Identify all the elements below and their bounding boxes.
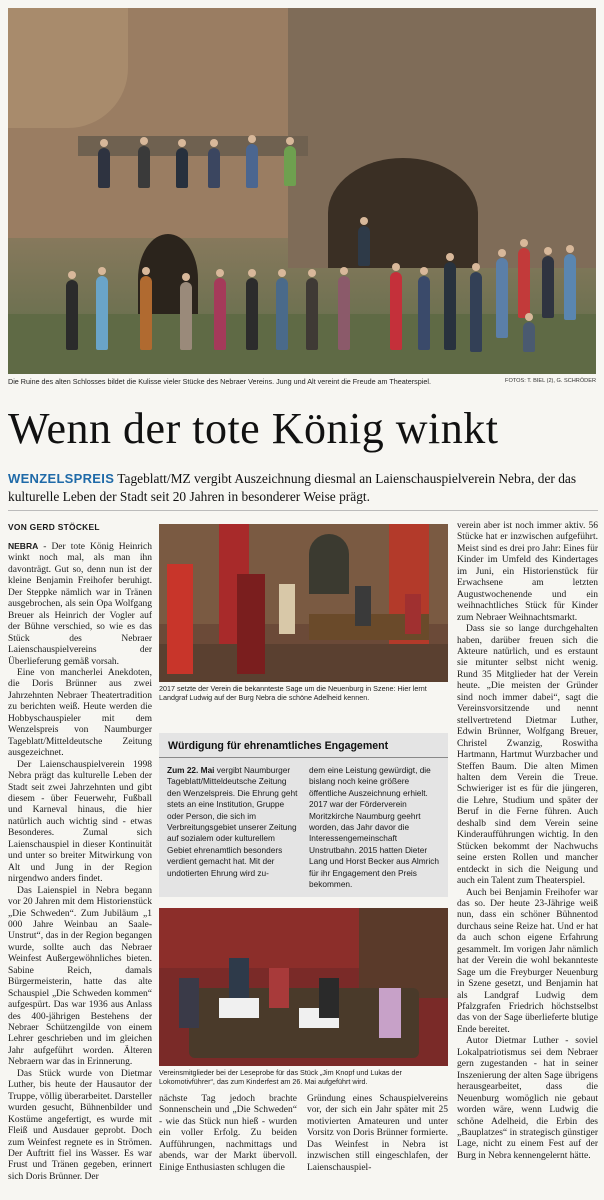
column-1 [8,541,152,1196]
info-box-date: Zum 22. Mai [167,765,215,775]
top-photo-caption: Die Ruine des alten Schlosses bildet die Kulisse vieler Stücke des Nebraer Vereins. Jung und Alt vereint die Freude am Theaterspiel. [8,377,431,386]
paragraph: - Der tote König Heinrich winkt noch mal, als man ihn davonträgt. Gut so, denn nun ist der kleine Benjamin Freihofer beruhigt. Der Steppke nämlich war in Tränen ausgebrochen, als sein Opa Wolfgang Breuer als Heinrich der Vogler auf der Bühne verschied, so wie es das Stück des Nebraer Laienschauspielvereins der Überlieferung gemäß vorsah. [8,542,152,667]
column-4 [457,521,598,1196]
column-2-bottom: nächste Tag jedoch brachte Sonnenschein und „Die Schweden“ - wie das Stück nun hieß - wurden ein voller Erfolg. Zu beiden Aufführungen, nachmittags und abends, war der Markt übervoll. Einige Enthusiasten schlugen die [159,1094,297,1173]
paragraph: Dass sie so lange durchgehalten haben, darüber freuen sich die Akteure natürlich, und es erstaunt sie mitunter selbst nicht wenig. Rund 35 Mitglieder hat der Verein heute. „Die meisten der Gründer sind noch immer dabei“, sagt die Vereinsvorsitzende und nennt stellvertretend Dietmar Luther, Edwin Brünner, Wolfgang Breuer, Christel Zwanzig, Roswitha Hartmann, Hartmut Wurzbacher und Steffen Baum. Die alten Mimen halten dem Verein die Treue. Schwieriger ist es für die jüngeren, die Lehre, Studium und später der Beruf in die Ferne führen. Auch deshalb sind dem Verein seine Kinderaufführungen wichtig. In den Stücken bekommt der Nachwuchs seine ersten Rollen und mancher entdeckt in sich die Neigung und auch ein Talent zum Theaterspiel. [457,624,598,887]
info-box [159,733,448,897]
subhead [8,470,598,506]
kicker: WENZELSPREIS [8,471,115,486]
headline: Wenn der tote König winkt [8,404,499,453]
paragraph: Eine von mancherlei Anekdoten, die Doris Brünner aus zwei Jahrzehnten Nebraer Theatertradition zu berichten weiß. Heute werden die Hobbyschauspieler mit dem Wenzelspreis von Naumburger Tageblatt/Mitteldeutsche Zeitung ausgezeichnet. [8,667,152,759]
paragraph: Das Stück wurde von Dietmar Luther, bis heute der Hausautor der Truppe, völlig überarbeitet. Darsteller wurden gesucht, Bühnenbilder und Kostüme angefertigt, es wurde mit Fleiß und Ausdauer geprobt. Doch zum Weinfest regnete es in Strömen. Der Auftritt fiel ins Wasser. Es war Frust und Tränen gegeben, erinnert sich Doris Brünner. Der [8,1068,152,1182]
photo2-caption: 2017 setzte der Verein die bekannteste Sage um die Neuenburg in Szene: Hier lernt Landgraf Ludwig auf der Burg Nebra die schöne Adelheid kennen. [159,684,427,702]
paragraph: Auch bei Benjamin Freihofer war das so. Der heute 23-Jährige weiß nun, dass ein schöner Bühnentod durchaus seine Reize hat. Und er hat da auch schon eigene Erfahrung gesammelt. Im vorigen Jahr nämlich hat der Verein die wohl bekannteste Sage um die Freyburger Neuenburg in Szene gesetzt, und Benjamin hat als Landgraf Ludwig dem Pfalzgrafen Friedrich höchstselbst das von der Sage überlieferte blutige Ende bereitet. [457,887,598,1035]
photo3-caption: Vereinsmitglieder bei der Leseprobe für das Stück „Jim Knopf und Lukas der Lokomotivführer“, das zum Kinderfest am 26. Mai aufgeführt wird. [159,1068,402,1086]
paragraph: verein aber ist noch immer aktiv. 56 Stücke hat er inzwischen aufgeführt. Meist sind es drei pro Jahr: Eines für Kinder im Umfeld des Kindertages im Juni, ein Historienstück für Erwachsene am letzten Augustwochenende und ein weihnachtliches Stück für Kinder zum Nebraer Weihnachtsmarkt. [457,521,598,623]
info-box-rule [159,757,448,758]
dateline: NEBRA [8,541,39,551]
info-box-title: Würdigung für ehrenamtliches Engagement [168,740,389,752]
paragraph: Das Laienspiel in Nebra begann vor 20 Jahren mit dem Historienstück „Die Schweden“. Zum Jubiläum „1 000 Jahre Weinbau an Saale-Unstrut“, das in der Region begangen wurde, sollte auch das Nebraer Weinfest Außergewöhnliches bieten. Sabine Reich, damals Bürgermeisterin, hatte das alte Schauspiel „Die Schweden kommen“ aufgespürt. Das war 1936 aus Anlass des 400-jährigen Bestehens der Nebraer Schützengilde von einem Lehrer geschrieben und im gleichen Jahr aufgeführt worden. Älteren Nebraern war das in Erinnerung. [8,885,152,1068]
paragraph: Autor Dietmar Luther - soviel Lokalpatriotismus sei dem Nebraer gern zugestanden - hat in seiner Inszenierung der alten Sage übrigens herausgearbeitet, dass die Neuenburg womöglich nie gebaut worden wäre, wenn Ludwig die schöne Adelheid, die Erbin des „Bauplatzes“ in strategisch günstiger Lage, nicht zu einem Fest auf der Burg in Nebra kennengelernt hätte. [457,1036,598,1161]
photo-reading-rehearsal [159,908,448,1066]
subhead-text: Tageblatt/MZ vergibt Auszeichnung diesmal an Laienschauspielverein Nebra, der das kulturelle Leben der Stadt seit 20 Jahren in besonderer Weise prägt. [8,471,577,504]
byline: VON GERD STÖCKEL [8,522,100,532]
divider [8,510,598,511]
paragraph: Der Laienschauspielverein 1998 Nebra prägt das kulturelle Leben der Stadt seit zwei Jahrzehnten und gibt diesem - über Feuerwehr, Fußball und Karneval hinaus, die hier natürlich auch wichtig sind - etwas Besonderes. Zumal sich Laienschauspiel in dieser Kontinuität und unter so breiter Mitwirkung von Alt und Jung in der Region nirgendwo anders findet. [8,759,152,885]
info-box-left: Zum 22. Mai vergibt Naumburger Tageblatt/Mitteldeutsche Zeitung den Wenzelspreis. Die Ehrung geht stets an eine Institution, Gruppe oder Person, die sich im Verbreitungsgebiet unserer Zeitung auf sozialem oder kulturellem Gebiet ehrenamtlich besonders verdient gemacht hat. Mit der undotierten Ehrung wird zu- [167,765,298,878]
info-box-right: dem eine Leistung gewürdigt, die bislang noch keine größere öffentliche Auszeichnung erhielt. 2017 war der Förderverein Moritzkirche Naumburg geehrt worden, das Jahr davor die Interessengemeinschaft Unstrutbahn. 2015 hatten Dieter Lang und Horst Becker aus Almrich für ihr Engagement den Preis bekommen. [309,765,440,890]
photo-credit: FOTOS: T. BIEL (2), G. SCHRÖDER [505,378,596,384]
top-photo [8,8,596,374]
column-3-bottom: Gründung eines Schauspielvereins vor, der sich ein Jahr später mit 25 motivierten Amateuren und unter Vorsitz von Doris Brünner formierte. Das Weinfest in Nebra ist inzwischen still eingeschlafen, der Laienschauspiel- [307,1094,448,1173]
photo-theater-scene [159,524,448,682]
